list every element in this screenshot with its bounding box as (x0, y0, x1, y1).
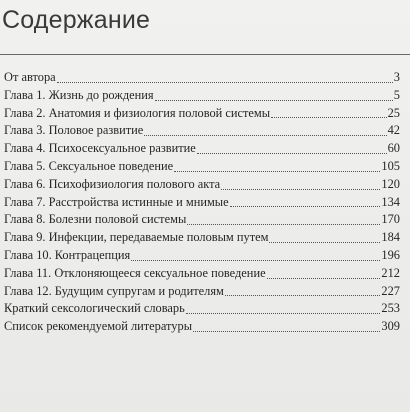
toc-dot-leader (269, 242, 380, 243)
toc-entry-chapter-9[interactable] (4, 229, 400, 247)
toc-entry-chapter-10[interactable] (4, 247, 400, 265)
toc-entry-page: 170 (381, 212, 400, 227)
table-of-contents (4, 69, 400, 336)
toc-dot-leader (131, 260, 380, 261)
toc-dot-leader (186, 313, 381, 314)
toc-entry-chapter-4[interactable] (4, 140, 400, 158)
toc-entry-page: 196 (381, 247, 400, 262)
toc-dot-leader (230, 206, 381, 207)
toc-entry-label: Краткий сексологический словарь (4, 301, 185, 316)
title-divider (0, 54, 410, 55)
toc-entry-page: 3 (393, 70, 400, 84)
toc-entry-page: 120 (381, 176, 400, 191)
toc-dot-leader (193, 331, 380, 332)
toc-entry-label: Глава 9. Инфекции, передаваемые половым путем (4, 230, 269, 245)
toc-entry-author-foreword[interactable] (4, 69, 400, 87)
toc-entry-label: Глава 7. Расстройства истинные и мнимые (4, 194, 229, 209)
toc-entry-chapter-1[interactable] (4, 87, 400, 105)
toc-dot-leader (57, 82, 393, 83)
toc-entry-page: 42 (387, 123, 400, 138)
toc-entry-page: 105 (381, 158, 400, 173)
toc-dot-leader (221, 189, 380, 190)
toc-entry-chapter-7[interactable] (4, 194, 400, 212)
toc-entry-label: Глава 4. Психосексуальное развитие (4, 141, 196, 156)
toc-entry-chapter-11[interactable] (4, 265, 400, 283)
toc-dot-leader (155, 100, 393, 101)
toc-entry-page: 253 (381, 301, 400, 316)
toc-entry-page: 5 (393, 87, 400, 102)
toc-entry-label: Глава 12. Будущим супругам и родителям (4, 283, 224, 298)
toc-entry-label: Глава 5. Сексуальное поведение (4, 158, 174, 173)
toc-entry-chapter-12[interactable] (4, 283, 400, 301)
toc-entry-chapter-8[interactable] (4, 211, 400, 229)
toc-dot-leader (225, 295, 381, 296)
toc-entry-page: 184 (381, 230, 400, 245)
toc-entry-chapter-2[interactable] (4, 105, 400, 123)
toc-dot-leader (144, 135, 386, 136)
toc-entry-label: Глава 1. Жизнь до рождения (4, 87, 154, 102)
toc-entry-chapter-6[interactable] (4, 176, 400, 194)
toc-dot-leader (267, 278, 381, 279)
toc-entry-label: Глава 3. Половое развитие (4, 123, 144, 138)
toc-entry-reading-list[interactable] (4, 318, 400, 336)
toc-entry-page: 134 (381, 194, 400, 209)
toc-entry-page: 212 (381, 265, 400, 280)
toc-entry-label: От автора (4, 70, 56, 84)
toc-dot-leader (271, 117, 387, 118)
toc-entry-label: Глава 8. Болезни половой системы (4, 212, 187, 227)
toc-entry-label: Глава 11. Отклоняющееся сексуальное поведение (4, 265, 266, 280)
toc-entry-glossary[interactable] (4, 300, 400, 318)
toc-entry-label: Глава 6. Психофизиология полового акта (4, 176, 221, 191)
toc-entry-label: Глава 10. Контрацепция (4, 247, 131, 262)
toc-entry-page: 60 (387, 141, 400, 156)
toc-dot-leader (174, 171, 380, 172)
page-title: Содержание (2, 6, 151, 34)
toc-entry-page: 309 (381, 319, 400, 334)
toc-entry-chapter-3[interactable] (4, 122, 400, 140)
toc-entry-page: 25 (387, 105, 400, 120)
toc-entry-label: Глава 2. Анатомия и физиология половой системы (4, 105, 271, 120)
toc-entry-chapter-5[interactable] (4, 158, 400, 176)
toc-dot-leader (197, 153, 387, 154)
toc-dot-leader (187, 224, 380, 225)
toc-entry-page: 227 (381, 283, 400, 298)
toc-entry-label: Список рекомендуемой литературы (4, 319, 193, 334)
